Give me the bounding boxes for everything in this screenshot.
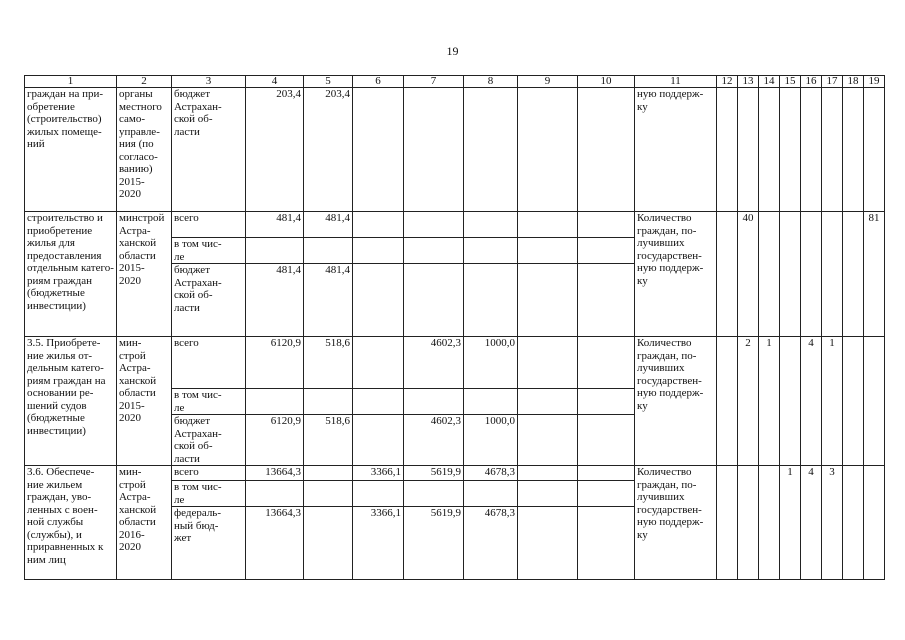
cell-source: всего xyxy=(172,466,246,481)
cell-year-2020 xyxy=(578,238,635,264)
cell-year-2017 xyxy=(404,88,464,212)
cell-indicator-value xyxy=(717,88,738,212)
cell-year-2017 xyxy=(404,264,464,337)
table-row xyxy=(25,466,885,481)
cell-indicator-value xyxy=(717,337,738,466)
cell-year-2017: 4602,3 xyxy=(404,415,464,466)
cell-indicator-value xyxy=(780,337,801,466)
cell-indicator-value xyxy=(843,337,864,466)
cell-executor: минстрой Астра- ханской области 2015- 2020 xyxy=(117,212,172,337)
column-header-16: 16 xyxy=(801,76,822,88)
cell-year-2018 xyxy=(464,481,518,507)
cell-year-2016 xyxy=(353,238,404,264)
cell-year-2018 xyxy=(464,212,518,238)
cell-indicator-value xyxy=(780,88,801,212)
cell-indicator-value xyxy=(717,212,738,337)
cell-year-2018 xyxy=(464,238,518,264)
cell-measure-name: 3.5. Приобрете- ние жилья от- дельным катего- риям граждан на основании ре- шений судов (бюджетные инвестиции) xyxy=(25,337,117,466)
program-table xyxy=(24,75,885,580)
cell-source: бюджет Астрахан- ской об- ласти xyxy=(172,264,246,337)
cell-total: 6120,9 xyxy=(246,415,304,466)
cell-year-2017: 5619,9 xyxy=(404,466,464,481)
cell-indicator-value xyxy=(801,212,822,337)
cell-year-2017: 4602,3 xyxy=(404,337,464,389)
cell-total: 481,4 xyxy=(246,264,304,337)
column-header-15: 15 xyxy=(780,76,801,88)
cell-indicator: Количество граждан, по- лучивших государствен- ную поддерж- ку xyxy=(635,466,717,580)
cell-year-2020 xyxy=(578,88,635,212)
column-header-10: 10 xyxy=(578,76,635,88)
cell-year-2016 xyxy=(353,337,404,389)
cell-executor: органы местного само- управле- ния (по согласо- ванию) 2015- 2020 xyxy=(117,88,172,212)
column-header-11: 11 xyxy=(635,76,717,88)
cell-measure-name: 3.6. Обеспече- ние жильем граждан, уво- ленных с воен- ной службы (службы), и приравненных к ним лиц xyxy=(25,466,117,580)
column-header-5: 5 xyxy=(304,76,353,88)
cell-year-2016 xyxy=(353,389,404,415)
cell-year-2019 xyxy=(518,466,578,481)
cell-year-2015: 481,4 xyxy=(304,212,353,238)
cell-year-2015 xyxy=(304,481,353,507)
cell-year-2018: 4678,3 xyxy=(464,466,518,481)
cell-year-2020 xyxy=(578,507,635,580)
cell-source: всего xyxy=(172,337,246,389)
page-number: 19 xyxy=(446,44,459,58)
cell-year-2019 xyxy=(518,389,578,415)
cell-year-2015 xyxy=(304,466,353,481)
table-row xyxy=(25,212,885,238)
cell-indicator-value xyxy=(759,88,780,212)
cell-year-2015 xyxy=(304,507,353,580)
cell-year-2020 xyxy=(578,337,635,389)
cell-total: 481,4 xyxy=(246,212,304,238)
column-header-14: 14 xyxy=(759,76,780,88)
cell-year-2016: 3366,1 xyxy=(353,466,404,481)
cell-year-2017 xyxy=(404,212,464,238)
cell-year-2020 xyxy=(578,389,635,415)
cell-indicator-value xyxy=(843,88,864,212)
cell-indicator-value xyxy=(717,466,738,580)
cell-source: федераль- ный бюд- жет xyxy=(172,507,246,580)
cell-year-2016 xyxy=(353,481,404,507)
cell-year-2015 xyxy=(304,238,353,264)
cell-measure-name: граждан на при- обретение (строительство) жилых помеще- ний xyxy=(25,88,117,212)
cell-indicator-value xyxy=(843,212,864,337)
cell-year-2019 xyxy=(518,238,578,264)
cell-indicator-value: 1 xyxy=(759,337,780,466)
cell-total: 13664,3 xyxy=(246,507,304,580)
column-header-12: 12 xyxy=(717,76,738,88)
table-row xyxy=(25,337,885,389)
column-header-4: 4 xyxy=(246,76,304,88)
cell-year-2018 xyxy=(464,389,518,415)
column-header-6: 6 xyxy=(353,76,404,88)
cell-indicator-value: 1 xyxy=(822,337,843,466)
cell-year-2019 xyxy=(518,212,578,238)
column-header-19: 19 xyxy=(864,76,885,88)
cell-year-2017 xyxy=(404,481,464,507)
cell-year-2020 xyxy=(578,415,635,466)
cell-indicator: ную поддерж- ку xyxy=(635,88,717,212)
column-header-1: 1 xyxy=(25,76,117,88)
cell-year-2017: 5619,9 xyxy=(404,507,464,580)
column-header-18: 18 xyxy=(843,76,864,88)
cell-year-2019 xyxy=(518,415,578,466)
column-header-9: 9 xyxy=(518,76,578,88)
cell-indicator-value xyxy=(759,466,780,580)
cell-total xyxy=(246,481,304,507)
table-row xyxy=(25,88,885,212)
cell-year-2018: 1000,0 xyxy=(464,415,518,466)
cell-total: 203,4 xyxy=(246,88,304,212)
cell-year-2016 xyxy=(353,212,404,238)
cell-year-2018 xyxy=(464,88,518,212)
cell-year-2019 xyxy=(518,507,578,580)
cell-indicator-value: 4 xyxy=(801,337,822,466)
cell-year-2018: 4678,3 xyxy=(464,507,518,580)
cell-year-2015: 203,4 xyxy=(304,88,353,212)
cell-indicator-value: 4 xyxy=(801,466,822,580)
cell-indicator-value xyxy=(843,466,864,580)
cell-indicator-value xyxy=(864,337,885,466)
cell-source: в том чис- ле xyxy=(172,238,246,264)
cell-indicator-value xyxy=(801,88,822,212)
cell-total xyxy=(246,389,304,415)
cell-indicator-value xyxy=(759,212,780,337)
cell-source: бюджет Астрахан- ской об- ласти xyxy=(172,415,246,466)
cell-indicator-value: 81 xyxy=(864,212,885,337)
cell-year-2017 xyxy=(404,238,464,264)
cell-year-2018 xyxy=(464,264,518,337)
column-header-3: 3 xyxy=(172,76,246,88)
cell-year-2016 xyxy=(353,415,404,466)
cell-year-2016 xyxy=(353,264,404,337)
cell-indicator-value xyxy=(864,88,885,212)
cell-source: всего xyxy=(172,212,246,238)
cell-year-2019 xyxy=(518,337,578,389)
cell-year-2015 xyxy=(304,389,353,415)
cell-year-2020 xyxy=(578,466,635,481)
cell-year-2019 xyxy=(518,481,578,507)
cell-indicator-value: 2 xyxy=(738,337,759,466)
cell-measure-name: строительство и приобретение жилья для предоставления отдельным катего- риям граждан (бюджетные инвестиции) xyxy=(25,212,117,337)
cell-year-2020 xyxy=(578,481,635,507)
cell-indicator-value xyxy=(822,88,843,212)
cell-source: бюджет Астрахан- ской об- ласти xyxy=(172,88,246,212)
cell-source: в том чис- ле xyxy=(172,481,246,507)
column-header-2: 2 xyxy=(117,76,172,88)
cell-year-2017 xyxy=(404,389,464,415)
cell-year-2020 xyxy=(578,212,635,238)
cell-indicator-value: 3 xyxy=(822,466,843,580)
column-header-13: 13 xyxy=(738,76,759,88)
cell-year-2015: 518,6 xyxy=(304,415,353,466)
cell-year-2015: 518,6 xyxy=(304,337,353,389)
cell-year-2016: 3366,1 xyxy=(353,507,404,580)
cell-indicator-value xyxy=(780,212,801,337)
cell-year-2019 xyxy=(518,264,578,337)
cell-indicator-value xyxy=(738,88,759,212)
cell-indicator-value xyxy=(822,212,843,337)
cell-year-2020 xyxy=(578,264,635,337)
cell-year-2018: 1000,0 xyxy=(464,337,518,389)
column-header-17: 17 xyxy=(822,76,843,88)
cell-year-2015: 481,4 xyxy=(304,264,353,337)
cell-total xyxy=(246,238,304,264)
cell-total: 6120,9 xyxy=(246,337,304,389)
cell-indicator: Количество граждан, по- лучивших государствен- ную поддерж- ку xyxy=(635,337,717,466)
cell-executor: мин- строй Астра- ханской области 2016- 2020 xyxy=(117,466,172,580)
cell-source: в том чис- ле xyxy=(172,389,246,415)
cell-indicator-value: 1 xyxy=(780,466,801,580)
cell-executor: мин- строй Астра- ханской области 2015- 2020 xyxy=(117,337,172,466)
cell-indicator-value xyxy=(738,466,759,580)
cell-indicator-value: 40 xyxy=(738,212,759,337)
header-row xyxy=(25,76,885,88)
column-header-8: 8 xyxy=(464,76,518,88)
cell-total: 13664,3 xyxy=(246,466,304,481)
cell-indicator-value xyxy=(864,466,885,580)
cell-indicator: Количество граждан, по- лучивших государствен- ную поддерж- ку xyxy=(635,212,717,337)
cell-year-2019 xyxy=(518,88,578,212)
column-header-7: 7 xyxy=(404,76,464,88)
cell-year-2016 xyxy=(353,88,404,212)
